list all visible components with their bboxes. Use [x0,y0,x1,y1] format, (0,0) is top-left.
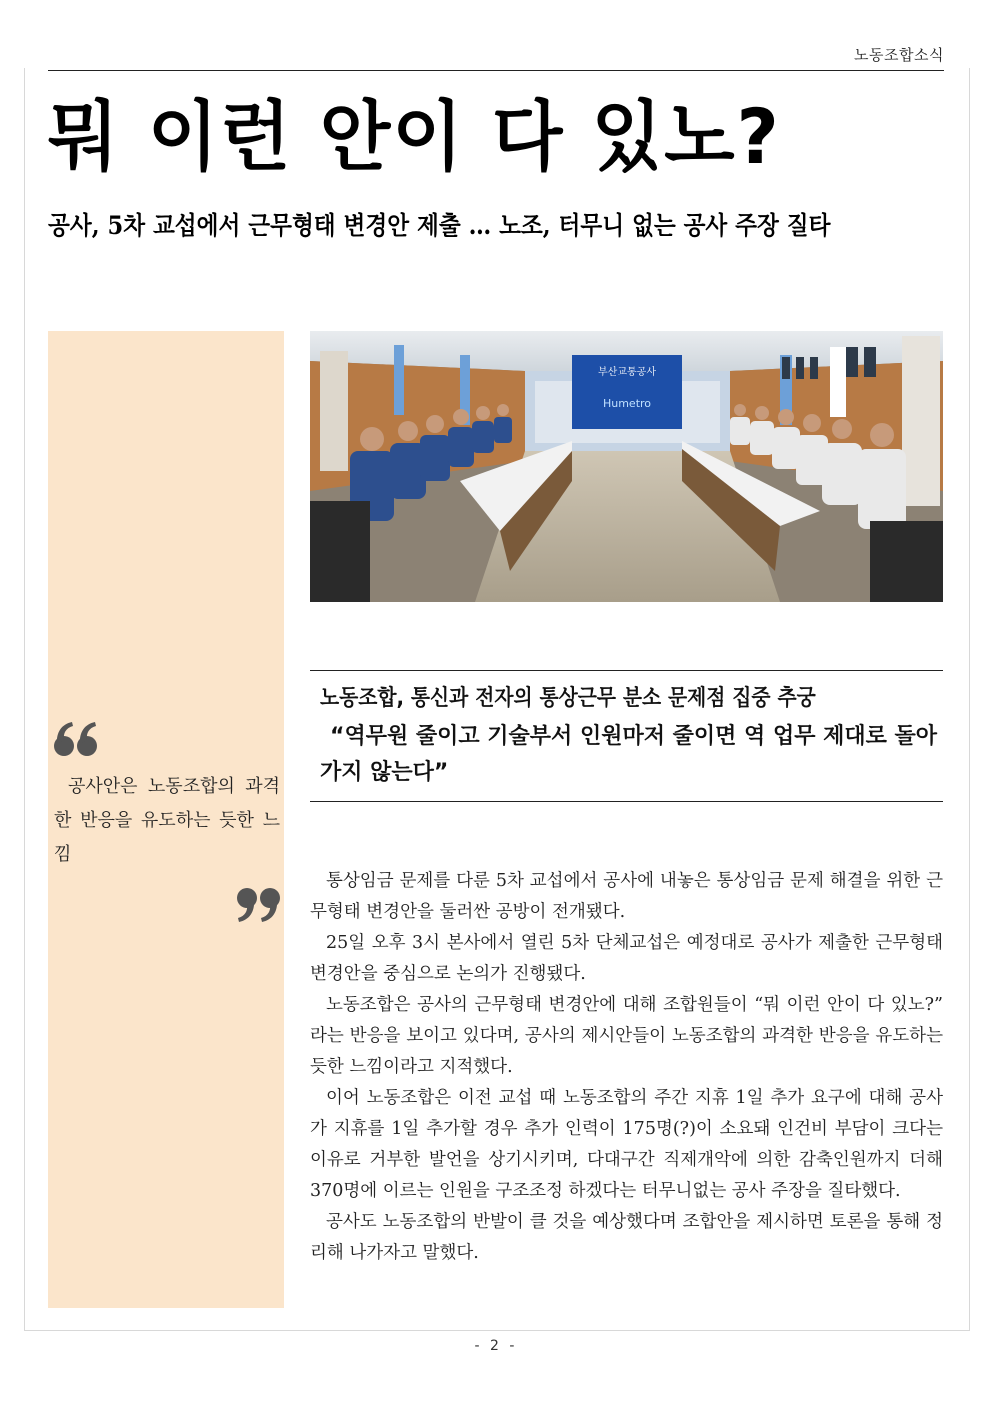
deck-quote: “역무원 줄이고 기술부서 인원마저 줄이면 역 업무 제대로 돌아가지 않는다” [320,724,938,785]
header-rule [48,70,944,71]
meeting-photo [310,331,943,602]
wall-sign-text: 부산교통공사 [598,367,656,378]
body-paragraph: 이어 노동조합은 이전 교섭 때 노동조합의 주간 지휴 1일 추가 요구에 대해 공사가 지휴를 1일 추가할 경우 추가 인력이 175명(?)이 소요돼 인건비 부담이 크다는 이유로 거부한 발언을 상기시키며, 다대구간 직제개악에 의한 감축인원까지 더해 370명에 이르는 인원을 구조조정 하겠다는 터무니없는 공사 주장을 질타했다. [310,1088,943,1201]
deck-heading: 노동조합, 통신과 전자의 통상근무 분소 문제점 집중 추궁 [320,686,816,711]
subheadline: 공사, 5차 교섭에서 근무형태 변경안 제출 … 노조, 터무니 없는 공사 주장 질타 [48,211,831,240]
page-number: - 2 - [474,1338,518,1354]
headline: 뭐 이런 안이 다 있노? [48,92,781,181]
body-paragraph: 25일 오후 3시 본사에서 열린 5차 단체교섭은 예정대로 공사가 제출한 근무형태 변경안을 중심으로 논의가 진행됐다. [310,933,943,984]
open-quote-icon [52,720,100,760]
wall-sign-logo: Humetro [602,397,652,410]
pull-quote-text: 공사안은 노동조합의 과격한 반응을 유도하는 듯한 느낌 [54,776,280,865]
section-label: 노동조합소식 [854,46,944,64]
article-body [310,866,943,1269]
close-quote-icon [234,884,282,924]
body-paragraph: 노동조합은 공사의 근무형태 변경안에 대해 조합원들이 “뭐 이런 안이 다 있노?” 라는 반응을 보이고 있다며, 공사의 제시안들이 노동조합의 과격한 반응을 유도하는 듯한 느낌이라고 지적했다. [310,995,943,1077]
body-paragraph: 공사도 노동조합의 반발이 클 것을 예상했다며 조합안을 제시하면 토론을 통해 정리해 나가자고 말했다. [310,1212,943,1263]
deck-box [310,670,943,802]
body-paragraph: 통상임금 문제를 다룬 5차 교섭에서 공사에 내놓은 통상임금 문제 해결을 위한 근무형태 변경안을 둘러싼 공방이 전개됐다. [310,871,943,922]
